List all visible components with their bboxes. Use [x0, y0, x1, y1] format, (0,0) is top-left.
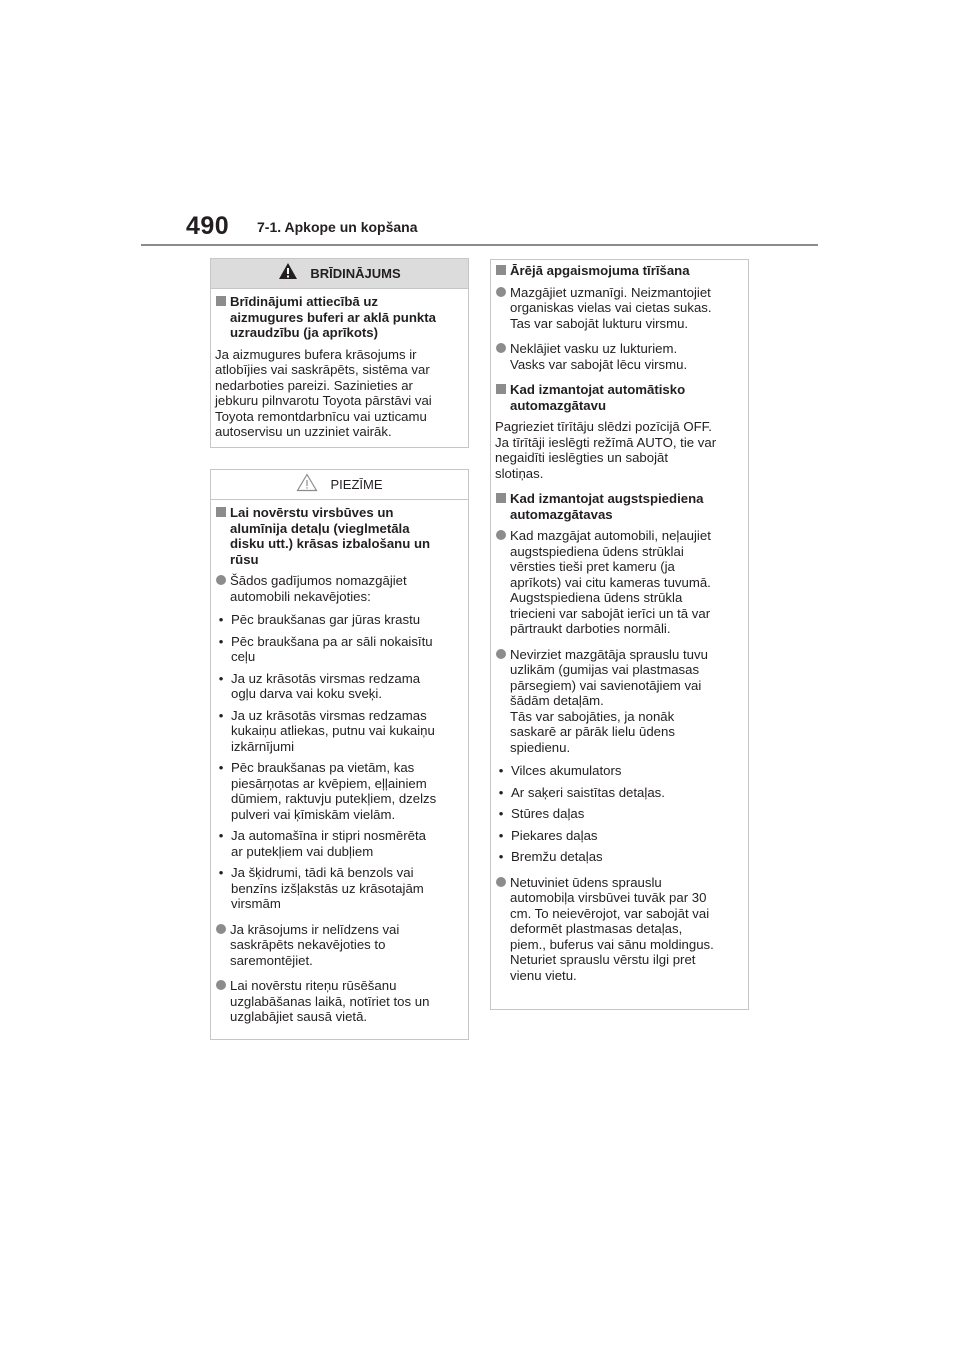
circle-bullet-icon: [216, 575, 226, 585]
square-marker-icon: [496, 493, 506, 503]
note-bullet: Lai novērstu riteņu rūsēšanu uzglabāšanas laikā, notīriet tos un uzglabājiet sausā vietā.: [215, 978, 464, 1025]
content-bullet: Nevirziet mazgātāja sprauslu tuvu uzlikām (gumijas vai plastmasas pārsegiem) vai savienotājiem vai šādām detaļām. Tās var sabojāties, ja nonāk saskarē ar pārāk lielu ūdens spiedienu.: [495, 647, 744, 756]
circle-bullet-icon: [496, 877, 506, 887]
list-item: • Ar saķeri saistītas detaļas.: [498, 784, 665, 800]
automatic-wash-paragraph: Pagrieziet tīrītāju slēdzi pozīcijā OFF. Ja tīrītāji ieslēgti režīmā AUTO, tie var negaidīti ieslēgties un sabojāt slotiņas.: [495, 419, 717, 481]
list-item: • Stūres daļas: [498, 806, 585, 821]
note-box: [210, 469, 469, 1040]
circle-bullet-icon: [496, 649, 506, 659]
circle-bullet-icon: [216, 924, 226, 934]
content-bullet: Netuviniet ūdens sprauslu automobiļa virsbūvei tuvāk par 30 cm. To neievērojot, var sabojāt vai deformēt plastmasas detaļas, piem., buferus vai sānu moldingus. Neturiet sprauslu vērstu ilgi pret vienu vietu.: [495, 875, 744, 984]
list-item: • Ja uz krāsotās virsmas redzamas kukaiņu atliekas, putnu vai kukaiņu izkārnījumi: [218, 707, 435, 754]
note-bullet: Šādos gadījumos nomazgājiet automobili nekavējoties:: [215, 573, 464, 604]
page-number: 490: [186, 212, 230, 240]
circle-bullet-icon: [496, 530, 506, 540]
warning-box: [210, 258, 469, 448]
content-bullet: Mazgājiet uzmanīgi. Neizmantojiet organiskas vielas vai cietas sukas. Tas var sabojāt lukturu virsmu.: [495, 285, 744, 332]
content-bullet: Neklājiet vasku uz lukturiem. Vasks var sabojāt lēcu virsmu.: [495, 341, 744, 372]
right-column-box: [490, 259, 749, 1010]
square-marker-icon: [496, 384, 506, 394]
caution-outline-icon: [296, 473, 318, 497]
square-marker-icon: [216, 507, 226, 517]
warning-title: BRĪDINĀJUMS: [310, 266, 401, 281]
list-item: • Ja uz krāsotās virsmas redzama ogļu darva vai koku sveķi.: [218, 670, 421, 701]
circle-bullet-icon: [216, 980, 226, 990]
list-item: • Pēc braukšanas gar jūras krastu: [218, 612, 421, 627]
note-bullet: Ja krāsojums ir nelīdzens vai saskrāpēts nekavējoties to saremontējiet.: [215, 922, 464, 969]
exterior-lights-heading: Ārējā apgaismojuma tīrīšana: [495, 263, 744, 279]
section-title: 7-1. Apkope un kopšana: [257, 219, 418, 235]
warning-header: [211, 259, 468, 289]
circle-bullet-icon: [496, 343, 506, 353]
list-item: • Pēc braukšanas pa vietām, kas piesārņotas ar kvēpiem, eļļainiem dūmiem, raktuvju putekļiem, dzelzs pulveri vai ķīmiskām vielām.: [218, 760, 437, 822]
header-rule: [141, 244, 818, 246]
automatic-wash-heading: Kad izmantojat automātisko automazgātavu: [495, 382, 744, 413]
square-marker-icon: [216, 296, 226, 306]
warning-icon: [278, 262, 298, 285]
list-item: • Piekares daļas: [498, 827, 598, 843]
list-item: • Pēc braukšana pa ar sāli nokaisītu ceļu: [218, 633, 433, 664]
square-marker-icon: [496, 265, 506, 275]
note-title: PIEZĪME: [330, 477, 383, 492]
circle-bullet-icon: [496, 287, 506, 297]
note-subheading: Lai novērstu virsbūves un alumīnija detaļu (vieglmetāla disku utt.) krāsas izbalošanu un rūsu: [215, 505, 464, 567]
warning-subheading: Brīdinājumi attiecībā uz aizmugures buferi ar aklā punkta uzraudzību (ja aprīkots): [215, 294, 464, 341]
list-item: • Ja automašīna ir stipri nosmērēta ar putekļiem vai dubļiem: [218, 828, 426, 859]
list-item: • Vilces akumulators: [498, 763, 622, 778]
high-pressure-wash-heading: Kad izmantojat augstspiediena automazgātavas: [495, 491, 744, 522]
content-bullet: Kad mazgājat automobili, neļaujiet augstspiediena ūdens strūklai vērsties tieši pret kameru (ja aprīkots) vai citu kameras tuvumā. Augstspiediena ūdens strūkla triecieni var sabojāt ierīci un tā var pārtraukt darboties normāli.: [495, 528, 744, 637]
warning-paragraph: Ja aizmugures bufera krāsojums ir atlobījies vai saskrāpēts, sistēma var nedarboties pareizi. Sazinieties ar jebkuru pilnvarotu Toyota pārstāvi vai Toyota remontdarbnīcu vai uzticamu autoservisu un uzziniet vairāk.: [215, 346, 432, 439]
note-header: [211, 470, 468, 500]
list-item: • Ja šķidrumi, tādi kā benzols vai benzīns izšļakstās uz krāsotajām virsmām: [218, 865, 424, 911]
list-item: • Bremžu detaļas: [498, 849, 603, 864]
